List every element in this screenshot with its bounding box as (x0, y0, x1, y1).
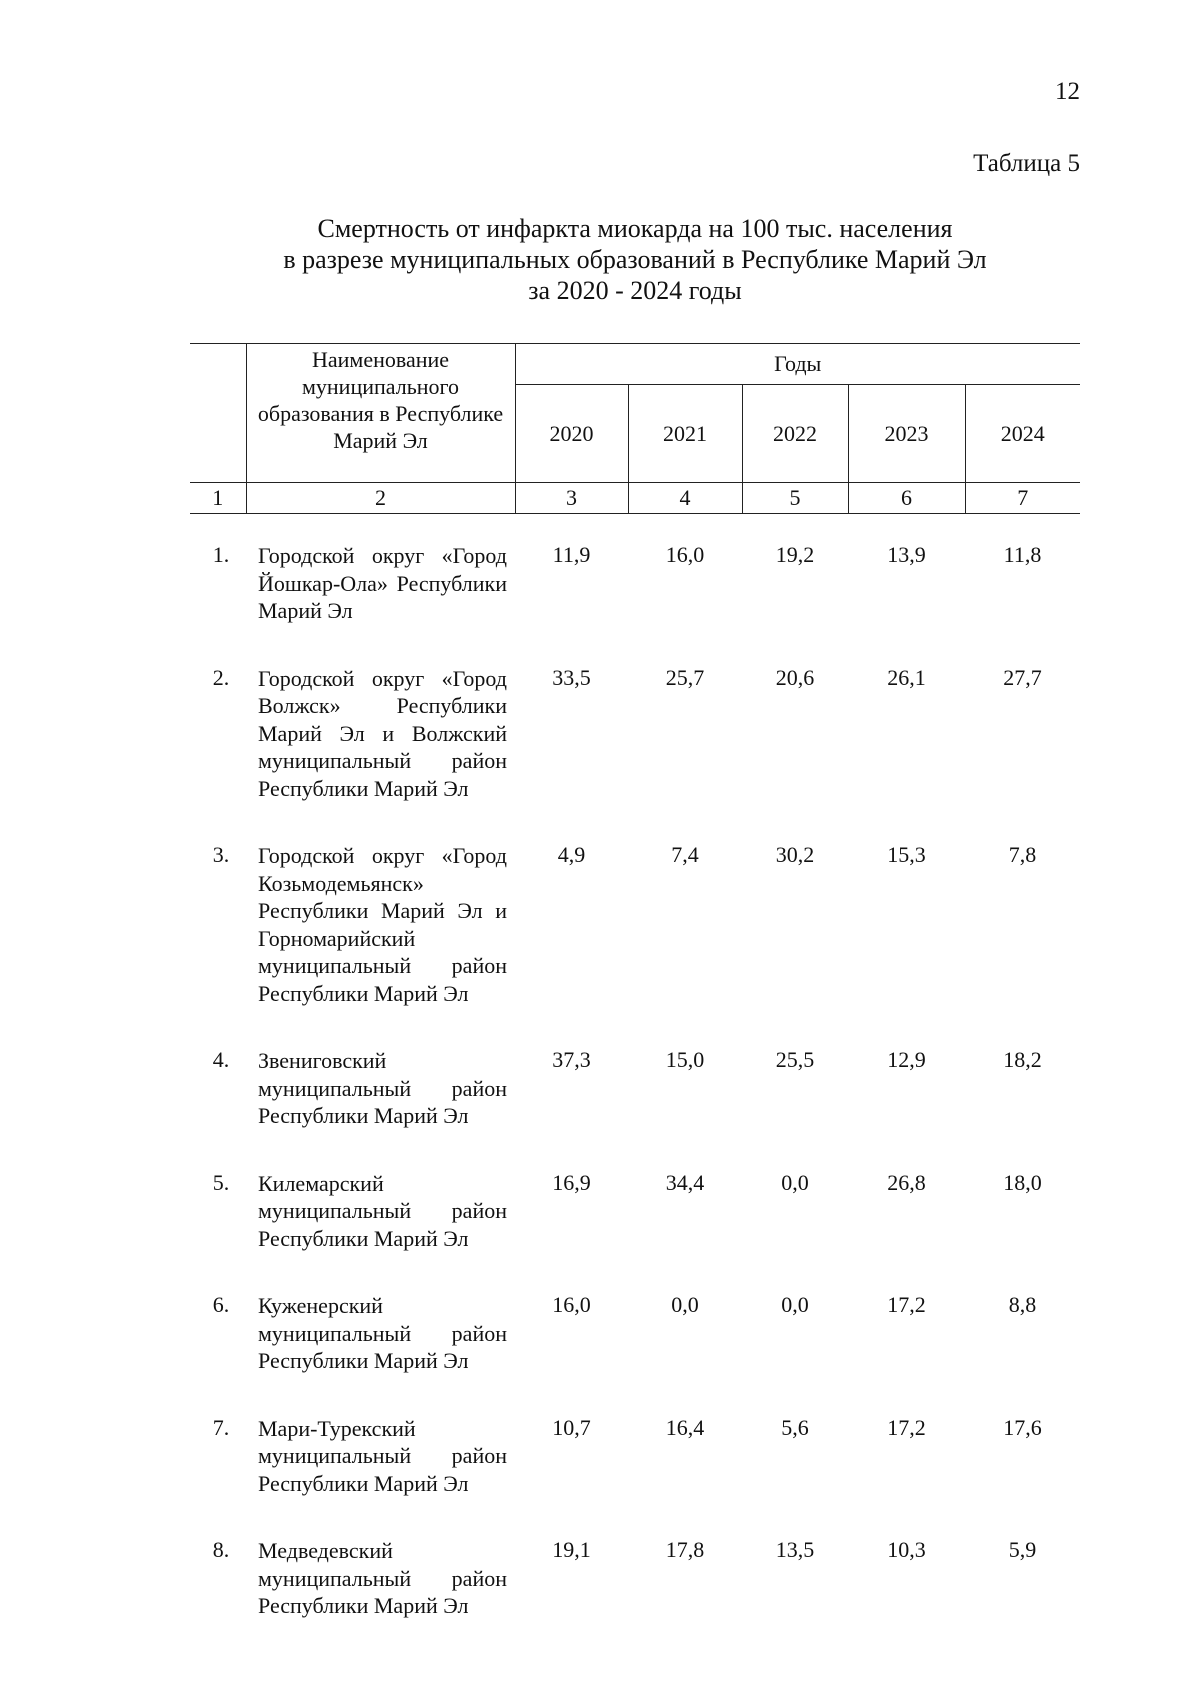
mortality-value: 7,4 (671, 842, 699, 867)
header-year: 2023 (848, 385, 965, 483)
column-number: 3 (515, 483, 628, 514)
table-body (190, 514, 1080, 1632)
mortality-value: 19,2 (775, 542, 815, 567)
table-row (190, 1019, 1080, 1142)
mortality-value: 7,8 (1008, 842, 1037, 867)
mortality-value: 16,0 (665, 542, 705, 567)
mortality-value: 33,5 (552, 664, 591, 690)
municipality-name: Городской округ «Город Козьмодемьянск» Республики Марий Эл и Горномарийский муниципальный район Республики Марий Эл (258, 843, 507, 1006)
table-row (190, 637, 1080, 815)
row-number: 8. (212, 1537, 230, 1562)
mortality-value: 17,8 (665, 1537, 705, 1562)
mortality-value: 19,1 (552, 1537, 591, 1562)
row-number: 3. (212, 842, 230, 867)
mortality-value: 10,7 (552, 1414, 591, 1440)
mortality-value: 5,6 (781, 1414, 809, 1440)
mortality-value: 5,9 (1008, 1537, 1037, 1562)
mortality-value: 26,8 (887, 1169, 926, 1195)
title-line: Смертность от инфаркта миокарда на 100 тыс. населения (317, 214, 953, 243)
column-number: 5 (742, 483, 848, 514)
municipality-name: Куженерский муниципальный район Республики Марий Эл (258, 1293, 507, 1373)
municipality-name: Звениговский муниципальный район Республики Марий Эл (258, 1048, 507, 1128)
table-row (190, 1509, 1080, 1632)
row-number: 2. (212, 664, 230, 690)
mortality-table (190, 343, 1080, 1632)
table-row (190, 1142, 1080, 1265)
mortality-value: 16,0 (552, 1292, 591, 1317)
header-year: 2022 (742, 385, 848, 483)
mortality-value: 30,2 (775, 842, 815, 867)
table-row (190, 814, 1080, 1019)
mortality-value: 34,4 (665, 1169, 705, 1195)
table-row (190, 1264, 1080, 1387)
header-years-group: Годы (515, 344, 1080, 385)
mortality-value: 18,2 (1003, 1047, 1042, 1072)
mortality-value: 25,5 (775, 1047, 815, 1072)
row-number: 1. (212, 542, 230, 567)
municipality-name: Килемарский муниципальный район Республики Марий Эл (258, 1170, 507, 1251)
column-number: 2 (246, 483, 515, 514)
mortality-value: 15,3 (887, 842, 926, 867)
municipality-name: Мари-Турекский муниципальный район Республики Марий Эл (258, 1415, 507, 1496)
mortality-value: 15,0 (665, 1047, 705, 1072)
mortality-value: 26,1 (887, 664, 926, 690)
table-row (190, 514, 1080, 637)
row-number: 4. (212, 1047, 230, 1072)
column-number: 6 (848, 483, 965, 514)
mortality-value: 12,9 (887, 1047, 926, 1072)
column-number: 7 (965, 483, 1080, 514)
mortality-value: 37,3 (552, 1047, 591, 1072)
mortality-value: 27,7 (1003, 664, 1042, 690)
row-number: 7. (212, 1414, 230, 1440)
mortality-value: 17,6 (1003, 1414, 1042, 1440)
mortality-value: 25,7 (665, 664, 705, 690)
municipality-name: Городской округ «Город Волжск» Республики Марий Эл и Волжский муниципальный район Республики Марий Эл (258, 665, 507, 801)
mortality-value: 18,0 (1003, 1169, 1042, 1195)
mortality-value: 13,5 (775, 1537, 815, 1562)
mortality-value: 4,9 (557, 842, 586, 867)
row-number: 6. (212, 1292, 230, 1317)
municipality-name: Медведевский муниципальный район Республики Марий Эл (258, 1538, 507, 1618)
column-number: 1 (190, 483, 246, 514)
mortality-value: 16,9 (552, 1169, 591, 1195)
row-number: 5. (212, 1169, 230, 1195)
title-line: за 2020 - 2024 годы (528, 276, 742, 305)
mortality-value: 13,9 (887, 542, 926, 567)
header-year: 2024 (965, 385, 1080, 483)
page-number: 12 (1055, 78, 1080, 105)
mortality-value: 17,2 (887, 1292, 926, 1317)
header-number-cell (190, 344, 246, 483)
table-label: Таблица 5 (973, 150, 1080, 177)
mortality-value: 8,8 (1008, 1292, 1037, 1317)
table-title (230, 213, 1040, 306)
header-year: 2021 (628, 385, 742, 483)
mortality-value: 11,8 (1003, 542, 1042, 567)
mortality-value: 20,6 (775, 664, 815, 690)
mortality-value: 16,4 (665, 1414, 705, 1440)
mortality-value: 10,3 (887, 1537, 926, 1562)
mortality-value: 0,0 (781, 1292, 809, 1317)
mortality-value: 17,2 (887, 1414, 926, 1440)
mortality-value: 0,0 (671, 1292, 699, 1317)
table-row (190, 1387, 1080, 1510)
title-line: в разрезе муниципальных образований в Республике Марий Эл (283, 245, 987, 274)
mortality-value: 0,0 (781, 1169, 809, 1195)
header-year: 2020 (515, 385, 628, 483)
mortality-value: 11,9 (552, 542, 591, 567)
header-municipality: Наименование муниципального образования в Республике Марий Эл (246, 344, 515, 483)
column-number: 4 (628, 483, 742, 514)
municipality-name: Городской округ «Город Йошкар-Ола» Республики Марий Эл (258, 543, 507, 623)
